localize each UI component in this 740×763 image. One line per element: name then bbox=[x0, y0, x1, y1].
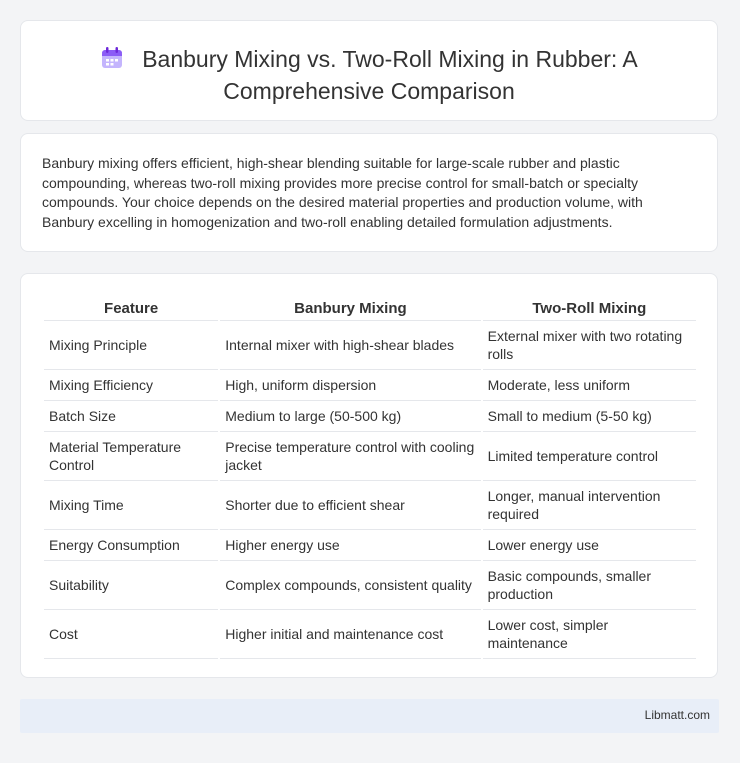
banbury-cell: Medium to large (50-500 kg) bbox=[220, 401, 480, 432]
feature-cell: Batch Size bbox=[44, 401, 218, 432]
banbury-cell: Higher initial and maintenance cost bbox=[220, 610, 480, 659]
feature-cell: Cost bbox=[44, 610, 218, 659]
page-title bbox=[21, 45, 717, 106]
table-row bbox=[44, 432, 696, 481]
two-roll-cell: External mixer with two rotating rolls bbox=[483, 321, 696, 370]
banbury-cell: Precise temperature control with cooling jacket bbox=[220, 432, 480, 481]
title-line-2: Comprehensive Comparison bbox=[223, 78, 515, 104]
banbury-cell: High, uniform dispersion bbox=[220, 370, 480, 401]
table-header-row bbox=[44, 294, 696, 321]
comparison-card bbox=[20, 273, 718, 678]
feature-cell: Material Temperature Control bbox=[44, 432, 218, 481]
comparison-table bbox=[42, 294, 698, 659]
banbury-cell: Complex compounds, consistent quality bbox=[220, 561, 480, 610]
calendar-icon bbox=[100, 46, 124, 77]
header-feature: Feature bbox=[44, 294, 218, 321]
intro-card bbox=[20, 133, 718, 252]
header-two-roll: Two-Roll Mixing bbox=[483, 294, 696, 321]
two-roll-cell: Lower energy use bbox=[483, 530, 696, 561]
table-row bbox=[44, 561, 696, 610]
feature-cell: Suitability bbox=[44, 561, 218, 610]
table-row bbox=[44, 321, 696, 370]
two-roll-cell: Small to medium (5-50 kg) bbox=[483, 401, 696, 432]
feature-cell: Mixing Time bbox=[44, 481, 218, 530]
banbury-cell: Shorter due to efficient shear bbox=[220, 481, 480, 530]
two-roll-cell: Lower cost, simpler maintenance bbox=[483, 610, 696, 659]
table-row bbox=[44, 401, 696, 432]
title-card bbox=[20, 20, 718, 121]
two-roll-cell: Longer, manual intervention required bbox=[483, 481, 696, 530]
feature-cell: Mixing Principle bbox=[44, 321, 218, 370]
two-roll-cell: Moderate, less uniform bbox=[483, 370, 696, 401]
footer-brand[interactable]: Libmatt.com bbox=[644, 708, 710, 722]
table-row bbox=[44, 481, 696, 530]
footer bbox=[20, 699, 719, 733]
table-row bbox=[44, 610, 696, 659]
feature-cell: Mixing Efficiency bbox=[44, 370, 218, 401]
two-roll-cell: Limited temperature control bbox=[483, 432, 696, 481]
header-banbury: Banbury Mixing bbox=[220, 294, 480, 321]
table-row bbox=[44, 530, 696, 561]
table-row bbox=[44, 370, 696, 401]
two-roll-cell: Basic compounds, smaller production bbox=[483, 561, 696, 610]
banbury-cell: Higher energy use bbox=[220, 530, 480, 561]
intro-paragraph: Banbury mixing offers efficient, high-shear blending suitable for large-scale rubber and plastic compounding, whereas two-roll mixing provides more precise control for small-batch or specialty compounds. Your choice depends on the desired material properties and production volume, with Banbury excelling in homogenization and two-roll enabling detailed formulation adjustments. bbox=[42, 155, 643, 230]
title-line-1: Banbury Mixing vs. Two-Roll Mixing in Rubber: A bbox=[142, 46, 638, 72]
banbury-cell: Internal mixer with high-shear blades bbox=[220, 321, 480, 370]
feature-cell: Energy Consumption bbox=[44, 530, 218, 561]
